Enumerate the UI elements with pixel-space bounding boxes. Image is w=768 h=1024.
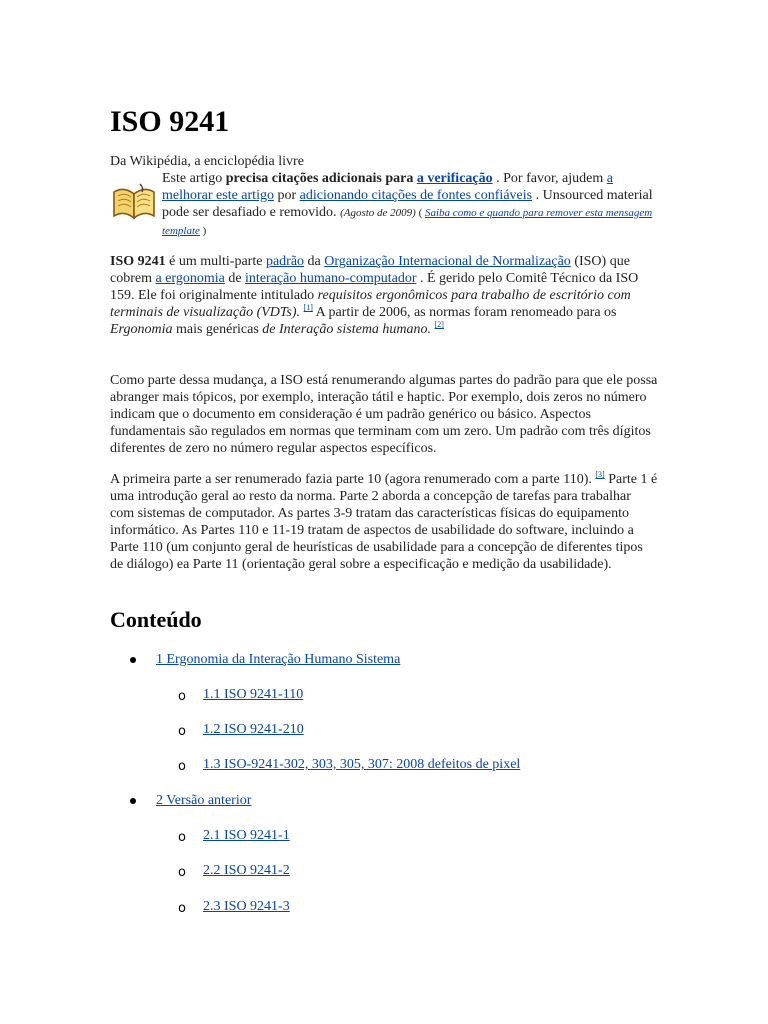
bullet-icon xyxy=(130,798,136,804)
page-title: ISO 9241 xyxy=(110,105,230,138)
intro-paragraph: ISO 9241 é um multi-parte padrão da Organização Internacional de Normalização (ISO) que cobrem a ergonomia de interação humano-computador . É gerido pelo Comitê Técnico da ISO 159. Ele foi originalmente intitulado requisitos ergonômicos para trabalho de escritório com terminais de visualização (VDTs). [1] A partir de 2006, as normas foram renomeado para os Ergonomia mais genéricas de Interação sistema humano. [2] xyxy=(110,254,639,337)
toc-heading: Conteúdo xyxy=(110,607,202,632)
circle-bullet-icon: o xyxy=(178,830,186,845)
iso-link[interactable]: Organização Internacional de Normalização xyxy=(324,254,571,269)
circle-bullet-icon: o xyxy=(178,901,186,916)
notice-date: (Agosto de 2009) xyxy=(340,207,416,219)
book-icon xyxy=(110,182,158,222)
toc-link[interactable]: 1.1 ISO 9241-110 xyxy=(203,687,304,702)
hci-link[interactable]: interação humano-computador xyxy=(245,271,417,286)
ref-2-link[interactable]: [2] xyxy=(434,320,444,329)
parts-paragraph: A primeira parte a ser renumerado fazia parte 10 (agora renumerado com a parte 110). [3] Parte 1 é uma introdução geral ao resto da norma. Parte 2 aborda a concepção de tarefas para trabalhar com sistemas de computador. As partes 3-9 tratam das características físicas do equipamento informático. As Partes 110 e 11-19 tratam de aspectos de usabilidade do software, incluindo a Parte 110 (um conjunto geral de heurísticas de usabilidade para a concepção de diferentes tipos de diálogo) ea Parte 11 (orientação geral sobre a especificação e medição da usabilidade). xyxy=(110,470,658,572)
toc-link[interactable]: 1.2 ISO 9241-210 xyxy=(203,722,304,737)
toc-link[interactable]: 2.3 ISO 9241-3 xyxy=(203,899,290,914)
remove-template-link[interactable]: Saiba como e quando para remover esta mensagem template xyxy=(162,207,653,237)
tagline: Da Wikipédia, a enciclopédia livre xyxy=(110,154,304,169)
toc-link[interactable]: 2 Versão anterior xyxy=(156,793,252,808)
circle-bullet-icon: o xyxy=(178,724,186,739)
bullet-icon xyxy=(130,657,136,663)
improve-article-link[interactable]: a melhorar este artigo xyxy=(162,171,613,203)
citation-notice xyxy=(110,170,658,236)
add-citations-link[interactable]: adicionando citações de fontes confiáveis xyxy=(299,188,533,203)
ref-3-link[interactable]: [3] xyxy=(595,470,605,479)
circle-bullet-icon: o xyxy=(178,865,186,880)
toc-link[interactable]: 1.3 ISO-9241-302, 303, 305, 307: 2008 defeitos de pixel xyxy=(203,757,521,772)
toc-link[interactable]: 2.2 ISO 9241-2 xyxy=(203,863,290,878)
toc-link[interactable]: 1 Ergonomia da Interação Humano Sistema xyxy=(156,652,401,667)
verification-link[interactable]: a verificação xyxy=(416,171,493,186)
standard-link[interactable]: padrão xyxy=(265,254,305,269)
toc-link[interactable]: 2.1 ISO 9241-1 xyxy=(203,828,290,843)
circle-bullet-icon: o xyxy=(178,689,186,704)
notice-text: Este artigo precisa citações adicionais para a verificação . Por favor, ajudem a melhorar este artigo por adicionando citações de fontes confiáveis . Unsourced material pode ser desafiado e removido. (Agosto de 2009) ( Saiba como e quando para remover esta mensagem template ) xyxy=(162,171,653,237)
ergonomics-link[interactable]: a ergonomia xyxy=(155,271,225,286)
ref-1-link[interactable]: [1] xyxy=(303,303,313,312)
renumbering-paragraph: Como parte dessa mudança, a ISO está renumerando algumas partes do padrão para que ele possa abranger mais tópicos, por exemplo, interação tátil e haptic. Por exemplo, dois zeros no número indicam que o documento em consideração é um padrão genérico ou básico. Aspectos fundamentais são regulados em normas que terminam com um zero. Um padrão com três dígitos diferentes de zero no número regular aspectos específicos. xyxy=(110,373,658,456)
circle-bullet-icon: o xyxy=(178,759,186,774)
